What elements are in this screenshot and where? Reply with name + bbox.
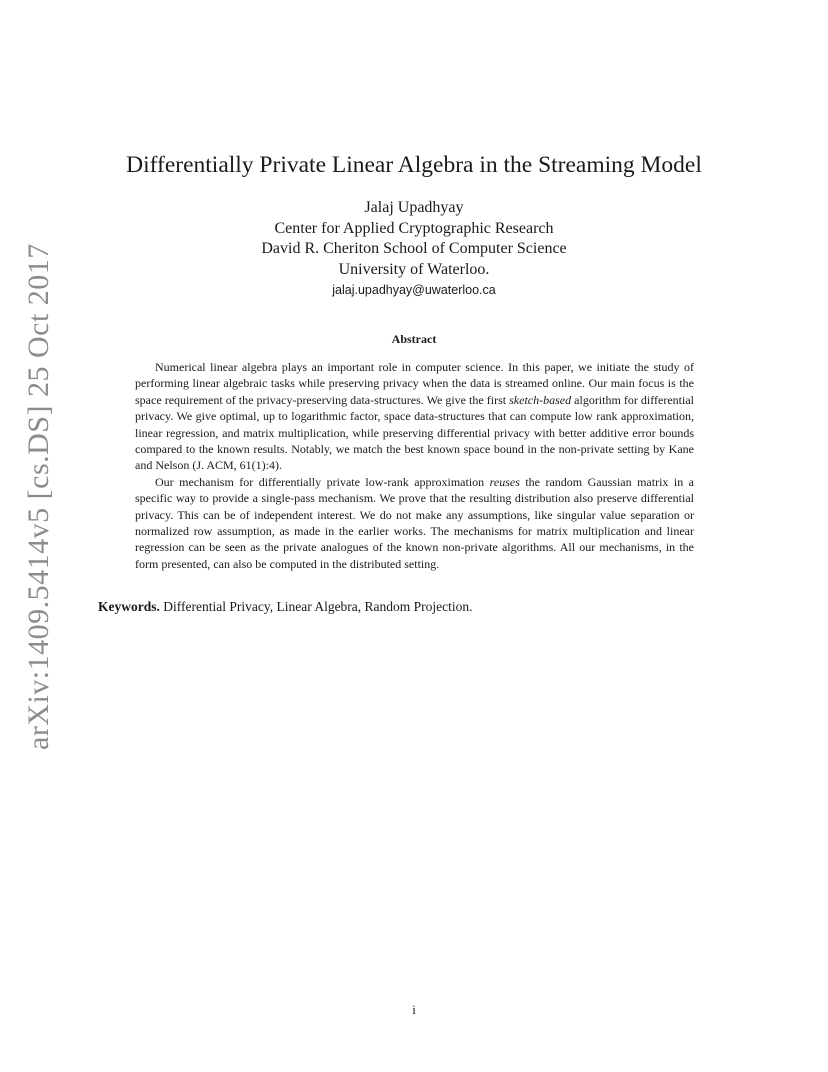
abstract-p2-text-start: Our mechanism for differentially private low-rank approximation [155, 474, 490, 489]
author-affiliation-university: University of Waterloo. [338, 260, 490, 278]
author-name: Jalaj Upadhyay [364, 199, 464, 216]
abstract-p2-text-end: the random Gaussian matrix in a specific way to provide a single-pass mechanism. We prove that the resulting distribution also preserve differential privacy. This can be of independent interest. We do not make any assumptions, like singular value separation or normalized row assumption, as made in the earlier works. The mechanisms for matrix multiplication and linear regression can be seen as the private analogues of the known non-private algorithms. All our mechanisms, in the form presented, can also be computed in the distributed setting. [135, 474, 695, 571]
keywords-label: Keywords. [98, 599, 160, 614]
keywords-line [98, 598, 738, 616]
keywords-text: Differential Privacy, Linear Algebra, Random Projection. [159, 599, 473, 614]
paper-title: Differentially Private Linear Algebra in the Streaming Model [126, 152, 702, 178]
abstract-p1-emphasis: sketch-based [509, 392, 572, 407]
author-affiliation-school: David R. Cheriton School of Computer Science [261, 240, 567, 257]
abstract-paragraph-2 [135, 474, 694, 572]
abstract-p1-text-end: algorithm for differential privacy. We give optimal, up to logarithmic factor, space data-structures that can compute low rank approximation, linear regression, and matrix multiplication, while preserving differential privacy with better additive error bounds compared to the known results. Notably, we match the best known space bound in the non-private setting by Kane and Nelson (J. ACM, 61(1):4). [135, 392, 694, 473]
abstract-p1-text-start: Numerical linear algebra plays an important role in computer science. In this paper, we initiate the study of performing linear algebraic tasks while preserving privacy when the data is streamed online. Our main focus is the space requirement of the privacy-preserving data-structures. We give the first [135, 360, 694, 407]
author-block [0, 198, 828, 300]
author-email[interactable]: jalaj.upadhyay@uwaterloo.ca [332, 283, 496, 297]
author-affiliation-center: Center for Applied Cryptographic Research [274, 219, 554, 237]
arxiv-identifier-stamp: arXiv:1409.5414v5 [cs.DS] 25 Oct 2017 [22, 243, 55, 750]
abstract-heading: Abstract [391, 332, 437, 346]
abstract-p2-emphasis: reuses [489, 474, 520, 489]
abstract-paragraph-1 [135, 359, 694, 474]
abstract-body [135, 359, 694, 572]
page-number: i [412, 1002, 416, 1017]
